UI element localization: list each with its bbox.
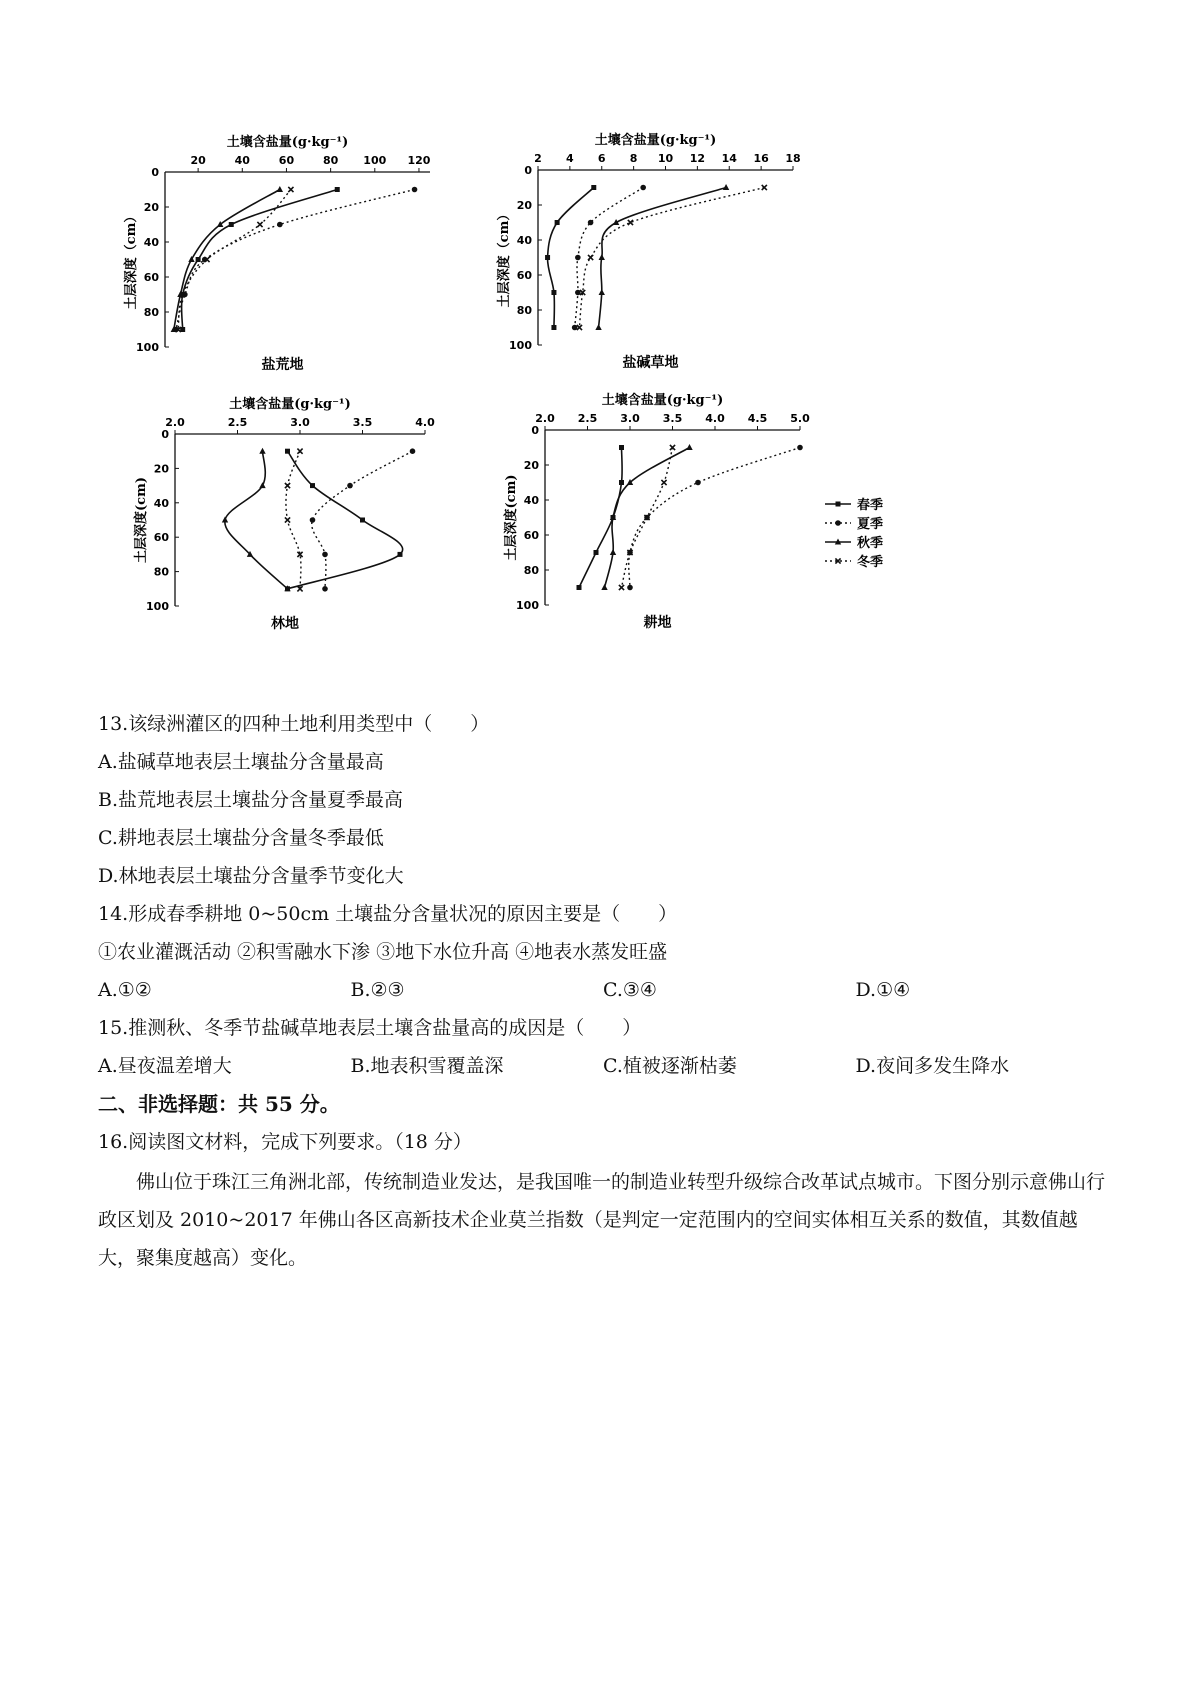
x-tick-label: 5.0 [790, 412, 810, 425]
q14-option-c: C.③④ [603, 979, 657, 1001]
x-tick-label: 10 [657, 152, 674, 165]
chart-yanjiancaodi [496, 132, 801, 371]
data-point-春季 [551, 325, 556, 330]
data-point-春季 [196, 257, 201, 262]
data-point-冬季 [577, 325, 582, 330]
y-tick-label: 100 [146, 600, 169, 613]
q14-option-b: B.②③ [350, 979, 405, 1001]
q16-paragraph: 佛山位于珠江三角洲北部，传统制造业发达，是我国唯一的制造业转型升级综合改革试点城市。下图分别示意佛山行政区划及 2010~2017 年佛山各区高新技术企业莫兰指数（是判定一定范围内的空间实体相互关系的数值，其数值越大，聚集度越高）变化。 [98, 1171, 1106, 1269]
legend-label: 春季 [857, 498, 884, 513]
y-axis-title: 土层深度(cm) [134, 477, 149, 563]
data-point-夏季 [797, 445, 803, 451]
q13-option-d: D.林地表层土壤盐分含量季节变化大 [98, 865, 404, 887]
series-line-春季 [579, 448, 622, 588]
data-point-春季 [577, 585, 582, 590]
x-tick-label: 3.5 [662, 412, 683, 425]
x-tick-label: 4.0 [415, 416, 435, 429]
data-point-春季 [555, 220, 560, 225]
q14-options [98, 971, 1108, 1009]
y-tick-label: 80 [516, 304, 532, 317]
q14-option-a: A.①② [98, 979, 152, 1001]
x-tick-label: 14 [721, 152, 737, 165]
x-axis-title: 土壤含盐量(g·kg⁻¹) [229, 397, 351, 412]
y-tick-label: 60 [516, 269, 532, 282]
x-tick-label: 120 [407, 154, 431, 167]
x-tick-label: 60 [278, 154, 295, 167]
data-point-秋季 [259, 482, 265, 488]
legend-label: 夏季 [857, 517, 884, 532]
data-point-春季 [594, 550, 599, 555]
data-point-夏季 [575, 255, 581, 261]
q14-stem: 14.形成春季耕地 0~50cm 土壤盐分含量状况的原因主要是（ ） [98, 903, 678, 925]
y-tick-label: 0 [151, 166, 159, 179]
x-axis-title: 土壤含盐量(g·kg⁻¹) [601, 393, 724, 408]
data-point-冬季 [285, 517, 290, 522]
data-point-夏季 [322, 586, 328, 592]
data-point-春季 [229, 222, 234, 227]
x-tick-label: 6 [597, 152, 606, 165]
y-axis-title: 土层深度（cm） [124, 209, 139, 310]
series-line-夏季 [629, 448, 800, 588]
q13-option-c: C.耕地表层土壤盐分含量冬季最低 [98, 827, 384, 849]
series-line-春季 [548, 188, 594, 328]
data-point-秋季 [222, 517, 228, 523]
series-line-春季 [288, 451, 403, 589]
y-tick-label: 40 [143, 236, 159, 249]
y-tick-label: 80 [523, 564, 539, 577]
x-tick-label: 4 [566, 152, 574, 165]
legend [825, 497, 883, 570]
series-line-秋季 [225, 451, 288, 589]
x-tick-label: 18 [785, 152, 801, 165]
x-tick-label: 80 [322, 154, 339, 167]
data-point-冬季 [661, 480, 666, 485]
data-point-秋季 [259, 448, 265, 454]
y-tick-label: 20 [153, 462, 169, 476]
chart-yanhuangdi [123, 134, 431, 373]
y-tick-label: 0 [531, 424, 539, 437]
q15-option-a: A.昼夜温差增大 [98, 1055, 232, 1077]
chart-gengdi [503, 392, 810, 631]
data-point-春季 [591, 185, 596, 190]
data-point-春季 [619, 445, 624, 450]
chart-name: 盐荒地 [261, 357, 304, 373]
x-tick-label: 4.5 [747, 412, 768, 425]
x-tick-label: 40 [234, 154, 250, 167]
chart-name: 耕地 [643, 615, 672, 631]
data-point-秋季 [595, 324, 601, 330]
y-tick-label: 60 [523, 529, 539, 542]
data-point-夏季 [310, 517, 316, 523]
chart-name: 林地 [271, 616, 299, 632]
data-point-春季 [398, 552, 403, 557]
y-tick-label: 20 [523, 459, 539, 472]
data-point-秋季 [610, 549, 616, 555]
data-point-秋季 [277, 186, 283, 192]
data-point-秋季 [686, 444, 692, 450]
q13-stem: 13.该绿洲灌区的四种土地利用类型中（ ） [98, 713, 490, 735]
x-tick-label: 2.0 [535, 412, 555, 425]
series-line-冬季 [178, 190, 291, 330]
x-tick-label: 3.0 [620, 412, 640, 425]
x-tick-label: 4.0 [705, 412, 725, 425]
x-tick-label: 2 [534, 152, 542, 165]
q16-stem: 16.阅读图文材料，完成下列要求。（18 分） [98, 1131, 472, 1153]
y-tick-label: 20 [516, 199, 532, 212]
x-tick-label: 16 [753, 152, 769, 165]
data-point-冬季 [288, 187, 293, 192]
y-tick-label: 80 [153, 565, 169, 579]
soil-salinity-figure [120, 130, 920, 700]
data-point-夏季 [322, 552, 328, 558]
series-line-秋季 [599, 188, 727, 328]
series-line-夏季 [176, 190, 414, 330]
data-point-夏季 [695, 480, 701, 486]
y-axis-title: 土层深度（cm） [497, 207, 512, 308]
q15-options [98, 1047, 1108, 1085]
x-tick-label: 12 [689, 152, 706, 165]
data-point-夏季 [412, 187, 418, 193]
y-tick-label: 80 [143, 306, 159, 319]
x-axis-title: 土壤含盐量(g·kg⁻¹) [226, 135, 349, 150]
y-tick-label: 100 [516, 599, 539, 612]
q15-option-b: B.地表积雪覆盖深 [350, 1055, 504, 1077]
series-line-冬季 [579, 188, 764, 328]
data-point-秋季 [601, 584, 607, 590]
y-tick-label: 40 [516, 234, 532, 247]
data-point-夏季 [347, 483, 353, 489]
y-tick-label: 40 [523, 494, 539, 507]
data-point-春季 [545, 255, 550, 260]
q13-option-b: B.盐荒地表层土壤盐分含量夏季最高 [98, 789, 404, 811]
data-point-夏季 [277, 222, 283, 228]
y-tick-label: 100 [509, 339, 532, 352]
data-point-春季 [310, 483, 315, 488]
data-point-冬季 [588, 255, 593, 260]
y-tick-label: 60 [153, 531, 169, 545]
data-point-春季 [360, 518, 365, 523]
data-point-夏季 [588, 220, 594, 226]
data-point-冬季 [257, 222, 262, 227]
y-axis-title: 土层深度(cm) [504, 474, 519, 561]
data-point-秋季 [599, 254, 605, 260]
y-tick-label: 0 [524, 164, 532, 177]
x-tick-label: 2.5 [227, 416, 248, 429]
section-2-title: 二、非选择题：共 55 分。 [98, 1092, 340, 1116]
data-point-夏季 [640, 185, 646, 191]
data-point-春季 [619, 480, 624, 485]
y-tick-label: 40 [153, 496, 169, 510]
soil-salinity-charts [120, 130, 920, 700]
x-axis-title: 土壤含盐量(g·kg⁻¹) [594, 133, 717, 148]
y-tick-label: 100 [136, 341, 159, 354]
chart-name: 盐碱草地 [622, 355, 679, 371]
q14-statements: ①农业灌溉活动 ②积雪融水下渗 ③地下水位升高 ④地表水蒸发旺盛 [98, 941, 668, 963]
q14-option-d: D.①④ [855, 979, 911, 1001]
y-tick-label: 20 [143, 201, 159, 214]
q15-option-c: C.植被逐渐枯萎 [603, 1055, 737, 1077]
x-tick-label: 2.0 [165, 416, 185, 429]
x-tick-label: 3.5 [352, 416, 373, 429]
data-point-冬季 [285, 483, 290, 488]
legend-marker [836, 502, 841, 507]
data-point-春季 [551, 290, 556, 295]
data-point-秋季 [599, 289, 605, 295]
question-text [98, 705, 1108, 1277]
x-tick-label: 8 [629, 152, 638, 165]
data-point-秋季 [723, 184, 729, 190]
data-point-春季 [285, 449, 290, 454]
data-point-春季 [335, 187, 340, 192]
series-line-夏季 [575, 188, 644, 328]
legend-label: 秋季 [857, 536, 884, 551]
x-tick-label: 100 [363, 154, 387, 167]
data-point-夏季 [410, 448, 416, 454]
q15-option-d: D.夜间多发生降水 [855, 1055, 1010, 1077]
x-tick-label: 3.0 [290, 416, 310, 429]
legend-marker [835, 520, 841, 526]
q15-stem: 15.推测秋、冬季节盐碱草地表层土壤含盐量高的成因是（ ） [98, 1017, 642, 1039]
y-tick-label: 0 [161, 428, 169, 441]
y-tick-label: 60 [143, 271, 159, 284]
x-tick-label: 2.5 [577, 412, 598, 425]
legend-label: 冬季 [857, 555, 884, 570]
x-tick-label: 20 [190, 154, 206, 167]
chart-lindi [133, 396, 435, 632]
data-point-冬季 [619, 585, 624, 590]
q13-option-a: A.盐碱草地表层土壤盐分含量最高 [98, 751, 384, 773]
data-point-夏季 [627, 585, 633, 591]
